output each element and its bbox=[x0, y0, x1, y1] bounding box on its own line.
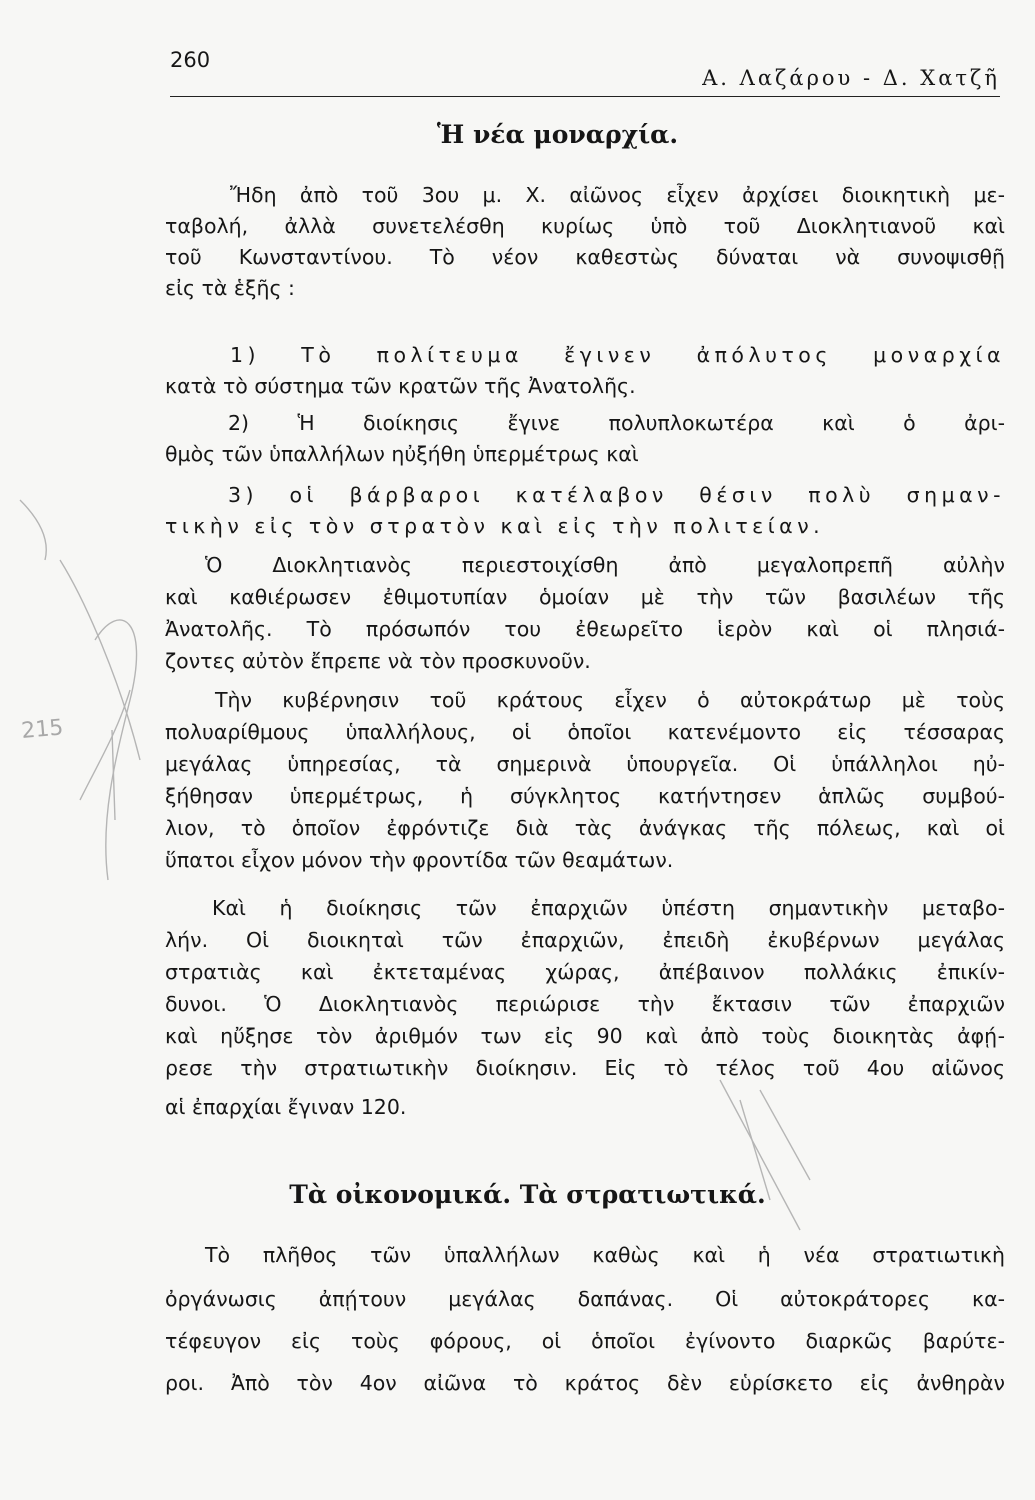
text-line: 3) οἱ βάρβαροι κατέλαβον θέσιν πολὺ σημαν- bbox=[228, 483, 1005, 507]
text-line: ταβολή, ἀλλὰ συνετελέσθη κυρίως ὑπὸ τοῦ Διοκλητιανοῦ καὶ bbox=[165, 214, 1005, 238]
text-line: ζοντες αὐτὸν ἔπρεπε νὰ τὸν προσκυνοῦν. bbox=[165, 649, 591, 673]
text-line: καὶ καθιέρωσεν ἐθιμοτυπίαν ὁμοίαν μὲ τὴν τῶν βασιλέων τῆς bbox=[165, 585, 1005, 609]
text-line: μεγάλας ὑπηρεσίας, τὰ σημερινὰ ὑπουργεῖα. Οἱ ὑπάλληλοι ηὐ- bbox=[165, 752, 1005, 776]
text-line: πολυαρίθμους ὑπαλλήλους, οἱ ὁποῖοι κατενέμοντο εἰς τέσσαρας bbox=[165, 720, 1005, 744]
text-line: δυνοι. Ὁ Διοκλητιανὸς περιώρισε τὴν ἔκτασιν τῶν ἐπαρχιῶν bbox=[165, 992, 1005, 1016]
text-line: Καὶ ἡ διοίκησις τῶν ἐπαρχιῶν ὑπέστη σημαντικὴν μεταβο- bbox=[212, 896, 1005, 920]
text-line: τικὴν εἰς τὸν στρατὸν καὶ εἰς τὴν πολιτείαν. bbox=[165, 514, 825, 538]
text-line: 1) Τὸ πολίτευμα ἔγινεν ἀπόλυτος μοναρχία bbox=[230, 343, 1005, 367]
section-heading-economics-military: Τὰ οἰκονομικά. Τὰ στρατιωτικά. bbox=[289, 1180, 766, 1209]
text-line: αἱ ἐπαρχίαι ἔγιναν 120. bbox=[165, 1095, 407, 1119]
page-number: 260 bbox=[170, 48, 211, 72]
text-line: ὀργάνωσις ἀπῄτουν μεγάλας δαπάνας. Οἱ αὐτοκράτορες κα- bbox=[165, 1287, 1005, 1311]
text-line: ρεσε τὴν στρατιωτικὴν διοίκησιν. Εἰς τὸ τέλος τοῦ 4ου αἰῶνος bbox=[165, 1056, 1005, 1080]
text-line: τοῦ Κωνσταντίνου. Τὸ νέον καθεστὼς δύναται νὰ συνοψισθῇ bbox=[165, 245, 1005, 269]
text-line: τέφευγον εἰς τοὺς φόρους, οἱ ὁποῖοι ἐγίνοντο διαρκῶς βαρύτε- bbox=[165, 1329, 1005, 1353]
text-line: Τὴν κυβέρνησιν τοῦ κράτους εἶχεν ὁ αὐτοκράτωρ μὲ τοὺς bbox=[215, 688, 1005, 712]
text-line: Ὁ Διοκλητιανὸς περιεστοιχίσθη ἀπὸ μεγαλοπρεπῆ αὐλὴν bbox=[205, 553, 1005, 577]
text-line: Ἀνατολῆς. Τὸ πρόσωπόν του ἐθεωρεῖτο ἱερὸν καὶ οἱ πλησιά- bbox=[165, 617, 1005, 641]
text-line: λήν. Οἱ διοικηταὶ τῶν ἐπαρχιῶν, ἐπειδὴ ἐκυβέρνων μεγάλας bbox=[165, 928, 1005, 952]
text-line: ροι. Ἀπὸ τὸν 4ον αἰῶνα τὸ κράτος δὲν εὑρίσκετο εἰς ἀνθηρὰν bbox=[165, 1371, 1005, 1395]
text-line: 2) Ἡ διοίκησις ἔγινε πολυπλοκωτέρα καὶ ὁ ἀρι- bbox=[228, 411, 1005, 435]
text-line: στρατιὰς καὶ ἐκτεταμένας χώρας, ἀπέβαινον πολλάκις ἐπικίν- bbox=[165, 960, 1005, 984]
text-line: εἰς τὰ ἑξῆς : bbox=[165, 276, 295, 300]
text-line: κατὰ τὸ σύστημα τῶν κρατῶν τῆς Ἀνατολῆς. bbox=[165, 374, 636, 398]
running-head: Α. Λαζάρου - Δ. Χατζῆ bbox=[702, 66, 1000, 90]
margin-note: 215 bbox=[20, 715, 65, 744]
text-line: θμὸς τῶν ὑπαλλήλων ηὐξήθη ὑπερμέτρως καὶ bbox=[165, 442, 639, 466]
text-line: λιον, τὸ ὁποῖον ἐφρόντιζε διὰ τὰς ἀνάγκας τῆς πόλεως, καὶ οἱ bbox=[165, 816, 1005, 840]
text-line: Ἤδη ἀπὸ τοῦ 3ου μ. Χ. αἰῶνος εἶχεν ἀρχίσει διοικητικὴ με- bbox=[230, 183, 1005, 207]
section-heading-new-monarchy: Ἡ νέα μοναρχία. bbox=[436, 120, 679, 149]
text-line: ξήθησαν ὑπερμέτρως, ἡ σύγκλητος κατήντησεν ἁπλῶς συμβού- bbox=[165, 784, 1005, 808]
text-line: ὕπατοι εἶχον μόνον τὴν φροντίδα τῶν θεαμάτων. bbox=[165, 848, 674, 872]
text-line: καὶ ηὔξησε τὸν ἀριθμόν των εἰς 90 καὶ ἀπὸ τοὺς διοικητὰς ἀφῄ- bbox=[165, 1024, 1005, 1048]
text-line: Τὸ πλῆθος τῶν ὑπαλλήλων καθὼς καὶ ἡ νέα στρατιωτικὴ bbox=[205, 1243, 1005, 1267]
